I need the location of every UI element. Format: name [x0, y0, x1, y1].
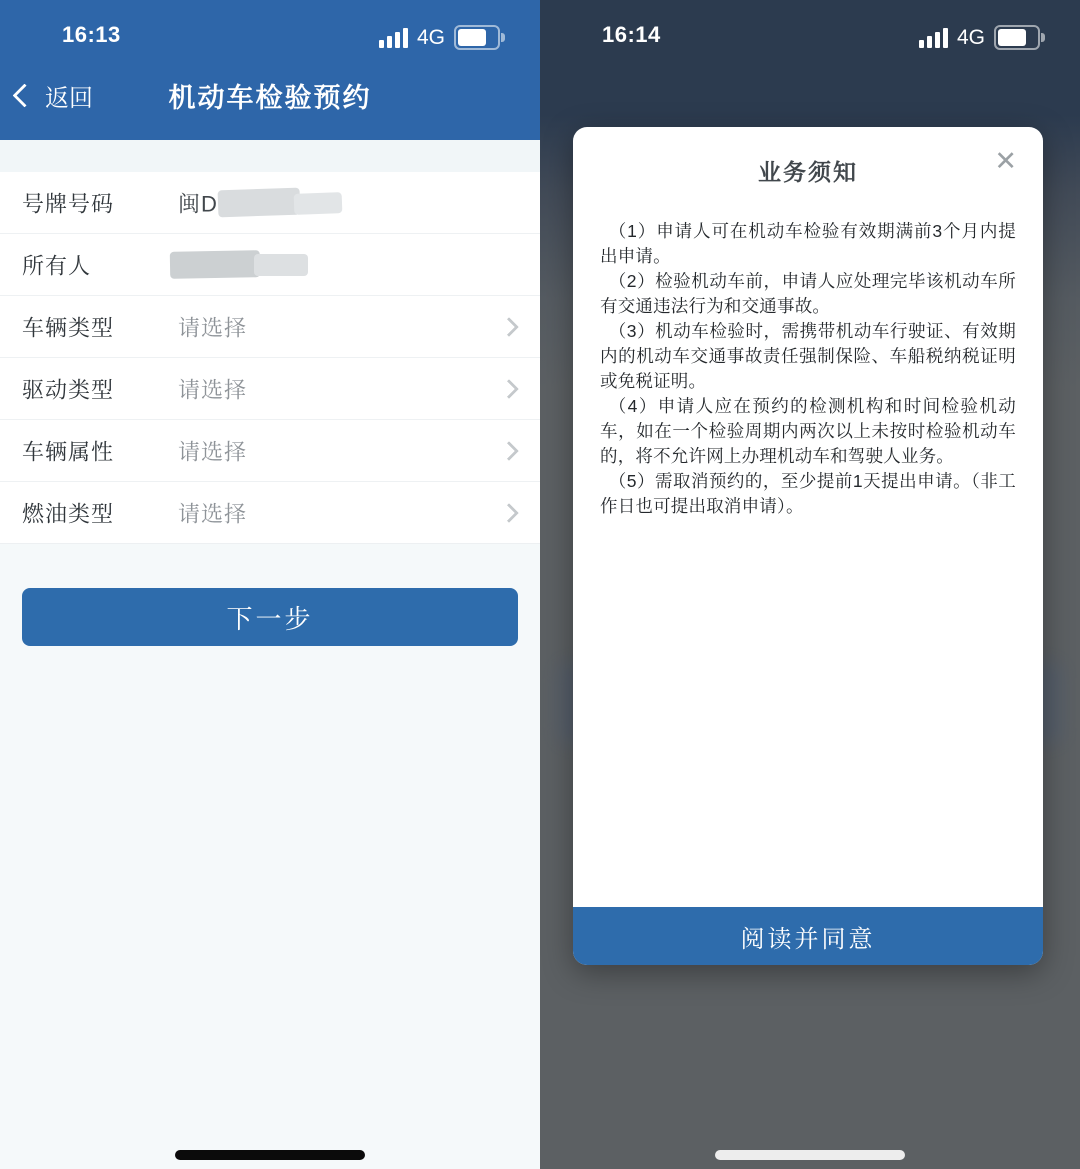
signal-strength-icon	[379, 28, 408, 48]
page-title: 机动车检验预约	[168, 83, 372, 113]
app-header	[0, 0, 540, 140]
close-icon[interactable]: ✕	[994, 146, 1017, 176]
notice-paragraph: （5）需取消预约的，至少提前1天提出申请。（非工作日也可提出取消申请）。	[600, 471, 1016, 516]
field-label: 车辆类型	[22, 315, 115, 340]
notice-modal	[573, 127, 1043, 965]
field-placeholder: 请选择	[178, 501, 248, 526]
read-and-agree-button[interactable]: 阅读并同意	[573, 907, 1043, 965]
form-row-owner	[0, 234, 540, 296]
back-label: 返回	[45, 85, 93, 112]
redaction-block	[254, 254, 308, 276]
form-row-vehicle-type[interactable]	[0, 296, 540, 358]
home-indicator[interactable]	[175, 1150, 365, 1160]
notice-paragraph: （1）申请人可在机动车检验有效期满前3个月内提出申请。	[600, 221, 1016, 266]
field-value: 闽D	[178, 191, 218, 216]
home-indicator[interactable]	[715, 1150, 905, 1160]
chevron-right-icon	[499, 317, 519, 337]
status-bar	[540, 0, 1080, 52]
battery-icon	[994, 25, 1040, 50]
redaction-block	[294, 192, 343, 215]
status-icons	[919, 25, 1044, 50]
status-bar	[0, 0, 540, 52]
field-label: 驱动类型	[22, 377, 115, 402]
field-label: 燃油类型	[22, 501, 115, 526]
notice-paragraph: （3）机动车检验时，需携带机动车行驶证、有效期内的机动车交通事故责任强制保险、车船税纳税证明或免税证明。	[600, 321, 1016, 391]
notice-text	[600, 219, 1016, 519]
notice-paragraph: （4）申请人应在预约的检测机构和时间检验机动车，如在一个检验周期内两次以上未按时检验机动车的，将不允许网上办理机动车和驾驶人业务。	[600, 396, 1016, 466]
modal-title: 业务须知	[758, 159, 858, 185]
chevron-right-icon	[499, 379, 519, 399]
form-row-drive-type[interactable]	[0, 358, 540, 420]
next-step-button[interactable]: 下一步	[22, 588, 518, 646]
notice-paragraph: （2）检验机动车前，申请人应处理完毕该机动车所有交通违法行为和交通事故。	[600, 271, 1016, 316]
field-label: 所有人	[22, 253, 92, 278]
redaction-block	[218, 188, 301, 218]
network-type-label: 4G	[416, 25, 445, 49]
field-placeholder: 请选择	[178, 439, 248, 464]
chevron-right-icon	[499, 503, 519, 523]
field-label: 车辆属性	[22, 439, 115, 464]
status-icons	[379, 25, 504, 50]
header-spacer	[0, 140, 540, 173]
field-placeholder: 请选择	[178, 377, 248, 402]
form-row-plate-number	[0, 172, 540, 234]
redaction-block	[170, 250, 260, 279]
vehicle-form	[0, 172, 540, 544]
status-time: 16:13	[62, 22, 121, 47]
form-row-vehicle-attribute[interactable]	[0, 420, 540, 482]
status-time: 16:14	[602, 22, 661, 47]
network-type-label: 4G	[956, 25, 985, 49]
right-screen	[540, 0, 1080, 1169]
battery-icon	[454, 25, 500, 50]
chevron-right-icon	[499, 441, 519, 461]
form-row-fuel-type[interactable]	[0, 482, 540, 544]
field-placeholder: 请选择	[178, 315, 248, 340]
signal-strength-icon	[919, 28, 948, 48]
field-label: 号牌号码	[22, 191, 115, 216]
